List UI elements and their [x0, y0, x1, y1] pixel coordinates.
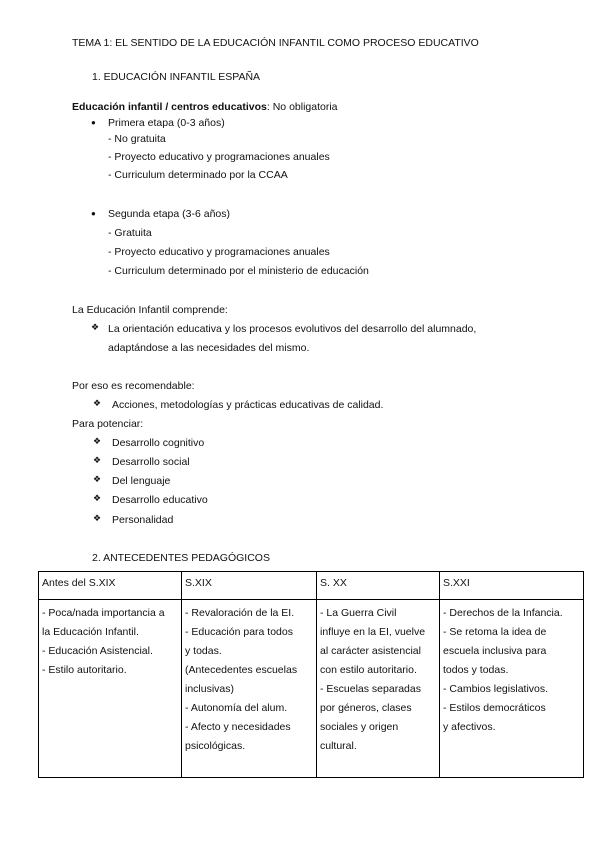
table-cell-xix	[182, 600, 317, 778]
cell-line: (Antecedentes escuelas	[185, 664, 298, 676]
potenciar-item: Desarrollo educativo	[112, 494, 208, 506]
diamond-bullet-icon: ❖	[91, 322, 100, 332]
table-header-cell: S. XX	[317, 572, 440, 600]
comprende-label: La Educación Infantil comprende:	[72, 304, 228, 316]
stage-1-item: - Curriculum determinado por la CCAA	[108, 169, 288, 181]
cell-line: escuela inclusiva para	[443, 645, 547, 657]
comprende-text-line: adaptándose a las necesidades del mismo.	[108, 342, 310, 354]
cell-line: - Estilo autoritario.	[42, 664, 127, 676]
bullet-dot-icon: ●	[91, 118, 96, 127]
cell-line: cultural.	[320, 740, 357, 752]
diamond-bullet-icon: ❖	[93, 455, 102, 465]
cell-line: - Se retoma la idea de	[443, 626, 547, 638]
diamond-bullet-icon: ❖	[93, 513, 102, 523]
cell-line: la Educación Infantil.	[42, 626, 139, 638]
cell-line: con estilo autoritario.	[320, 664, 417, 676]
cell-line: todos y todas.	[443, 664, 509, 676]
table-row	[39, 600, 584, 778]
cell-line: - Cambios legislativos.	[443, 683, 549, 695]
cell-line: - Estilos democráticos	[443, 702, 546, 714]
stage-2-item: - Proyecto educativo y programaciones anuales	[108, 246, 330, 258]
section-1-heading: 1. EDUCACIÓN INFANTIL ESPAÑA	[92, 71, 261, 83]
recomendable-label: Por eso es recomendable:	[72, 380, 195, 392]
cell-line: y afectivos.	[443, 721, 496, 733]
cell-line: sociales y origen	[320, 721, 399, 733]
table-cell-antes-xix	[39, 600, 182, 778]
stage-1-item: - Proyecto educativo y programaciones anuales	[108, 151, 330, 163]
cell-line: - Afecto y necesidades	[185, 721, 291, 733]
stage-2-item: - Curriculum determinado por el ministerio de educación	[108, 265, 369, 277]
comprende-text-line: La orientación educativa y los procesos evolutivos del desarrollo del alumnado,	[108, 323, 477, 335]
potenciar-item: Del lenguaje	[112, 475, 171, 487]
section-2-heading: 2. ANTECEDENTES PEDAGÓGICOS	[92, 552, 270, 564]
cell-line: - Educación para todos	[185, 626, 293, 638]
diamond-bullet-icon: ❖	[93, 493, 102, 503]
intro-bold-text: Educación infantil / centros educativos	[72, 101, 267, 113]
table-header-row	[39, 572, 584, 600]
antecedentes-table	[38, 571, 584, 778]
stage-1-item: - No gratuita	[108, 133, 166, 145]
cell-line: y todas.	[185, 645, 222, 657]
cell-line: - Educación Asistencial.	[42, 645, 153, 657]
bullet-dot-icon: ●	[91, 209, 96, 218]
intro-rest-text: : No obligatoria	[266, 101, 338, 113]
recomendable-item: Acciones, metodologías y prácticas educativas de calidad.	[112, 399, 384, 411]
table-cell-xx	[317, 600, 440, 778]
potenciar-item: Desarrollo cognitivo	[112, 437, 205, 449]
potenciar-item: Desarrollo social	[112, 456, 190, 468]
cell-line: influye en la EI, vuelve	[320, 626, 426, 638]
stage-2-label: Segunda etapa (3-6 años)	[108, 208, 231, 220]
stage-2-item: - Gratuita	[108, 227, 152, 239]
cell-line: - Derechos de la Infancia.	[443, 607, 563, 619]
table-header-cell: S.XIX	[182, 572, 317, 600]
cell-line: por géneros, clases	[320, 702, 412, 714]
cell-line: - Autonomía del alum.	[185, 702, 288, 714]
cell-line: - Escuelas separadas	[320, 683, 421, 695]
cell-line: inclusivas)	[185, 683, 235, 695]
potenciar-label: Para potenciar:	[72, 418, 144, 430]
cell-line: - La Guerra Civil	[320, 607, 397, 619]
cell-line: - Revaloración de la EI.	[185, 607, 295, 619]
diamond-bullet-icon: ❖	[93, 398, 102, 408]
diamond-bullet-icon: ❖	[93, 436, 102, 446]
cell-line: psicológicas.	[185, 740, 246, 752]
cell-line: al carácter asistencial	[320, 645, 421, 657]
table-header-cell: S.XXI	[440, 572, 584, 600]
stage-1-label: Primera etapa (0-3 años)	[108, 117, 225, 129]
potenciar-item: Personalidad	[112, 514, 174, 526]
intro-line	[72, 101, 338, 113]
diamond-bullet-icon: ❖	[93, 474, 102, 484]
cell-line: - Poca/nada importancia a	[42, 607, 165, 619]
table-header-cell: Antes del S.XIX	[39, 572, 182, 600]
table-cell-xxi	[440, 600, 584, 778]
page-title: TEMA 1: EL SENTIDO DE LA EDUCACIÓN INFANTIL COMO PROCESO EDUCATIVO	[72, 37, 479, 49]
